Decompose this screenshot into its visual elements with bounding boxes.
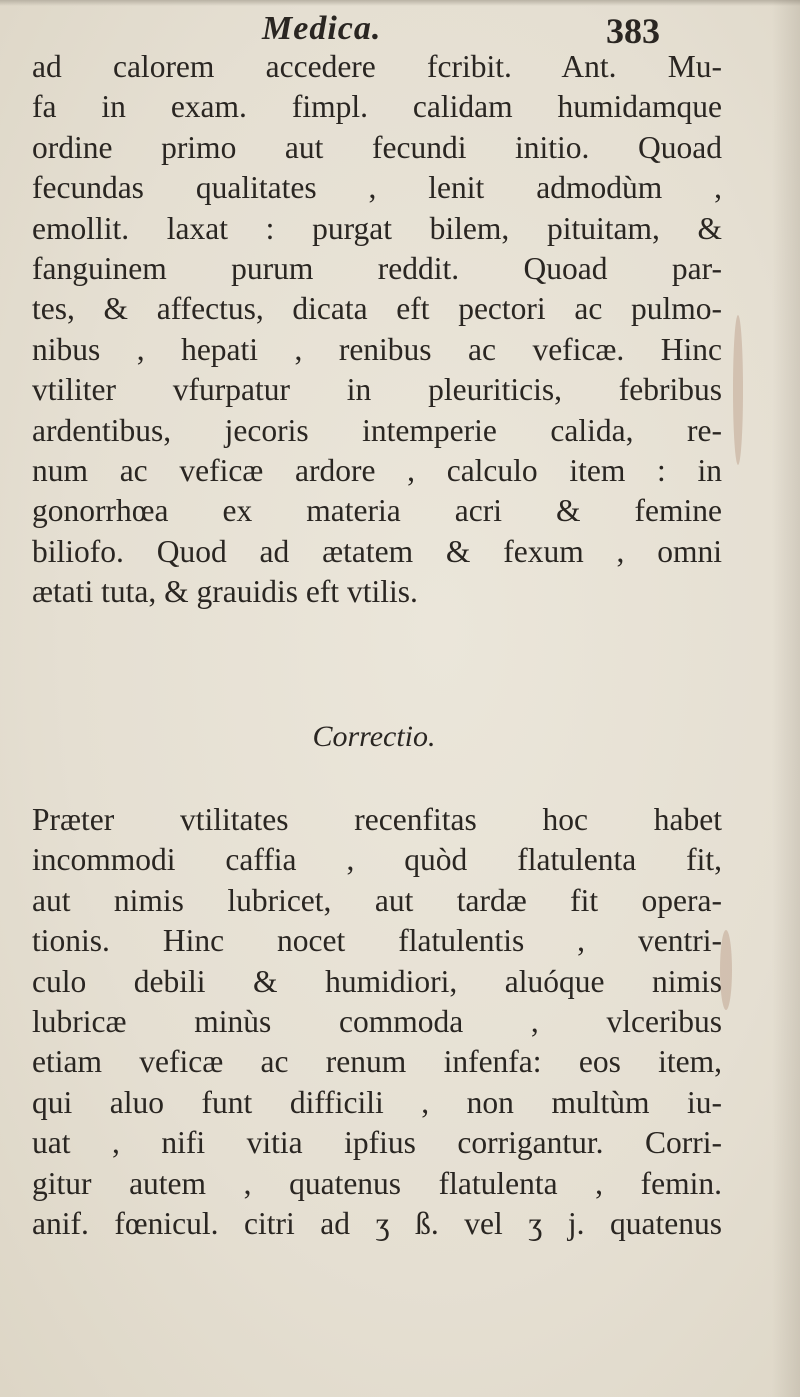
text-line: incommodi caffia , quòd flatulenta fit, xyxy=(32,842,722,878)
text-line: ætati tuta, & grauidis eft vtilis. xyxy=(32,574,418,610)
paragraph-one xyxy=(32,47,722,612)
text-line: ordine primo aut fecundi initio. Quoad xyxy=(32,129,722,165)
text-line: ad calorem accedere fcribit. Ant. Mu- xyxy=(32,49,722,84)
text-line: tionis. Hinc nocet flatulentis , ventri- xyxy=(32,923,722,959)
text-line: vtiliter vfurpatur in pleuriticis, febribus xyxy=(32,372,722,408)
page-header xyxy=(0,8,800,51)
text-line: emollit. laxat : purgat bilem, pituitam, & xyxy=(32,210,722,246)
section-heading-text: Correctio. xyxy=(312,720,436,753)
page-edge-shadow xyxy=(772,0,800,1397)
text-line: qui aluo funt difficili , non multùm iu- xyxy=(32,1084,722,1120)
paragraph-two xyxy=(32,800,722,1244)
text-line: Præter vtilitates recenfitas hoc habet xyxy=(32,802,722,837)
text-line: gonorrhœa ex materia acri & femine xyxy=(32,493,722,529)
page-top-edge xyxy=(0,0,800,6)
text-line: num ac veficæ ardore , calculo item : in xyxy=(32,452,722,488)
text-line: nibus , hepati , renibus ac veficæ. Hinc xyxy=(32,331,722,367)
text-line: aut nimis lubricet, aut tardæ fit opera- xyxy=(32,882,722,918)
text-line: lubricæ minùs commoda , vlceribus xyxy=(32,1003,722,1039)
text-line: uat , nifi vitia ipfius corrigantur. Corri- xyxy=(32,1125,722,1161)
text-line: culo debili & humidiori, aluóque nimis xyxy=(32,963,722,999)
page-number: 383 xyxy=(606,11,660,51)
text-line: biliofo. Quod ad ætatem & fexum , omni xyxy=(32,533,722,569)
section-heading xyxy=(0,720,800,754)
text-line: tes, & affectus, dicata eft pectori ac pulmo- xyxy=(32,291,722,327)
text-line: etiam veficæ ac renum infenfa: eos item, xyxy=(32,1044,722,1080)
text-line: fecundas qualitates , lenit admodùm , xyxy=(32,170,722,206)
paper-stain xyxy=(733,315,743,465)
running-head: Medica. xyxy=(262,10,382,47)
text-line: fanguinem purum reddit. Quoad par- xyxy=(32,250,722,286)
text-line: anif. fœnicul. citri ad ʒ ß. vel ʒ j. quatenus xyxy=(32,1205,722,1241)
text-line: gitur autem , quatenus flatulenta , femin. xyxy=(32,1165,722,1201)
text-line: ardentibus, jecoris intemperie calida, re- xyxy=(32,412,722,448)
text-line: fa in exam. fimpl. calidam humidamque xyxy=(32,89,722,125)
